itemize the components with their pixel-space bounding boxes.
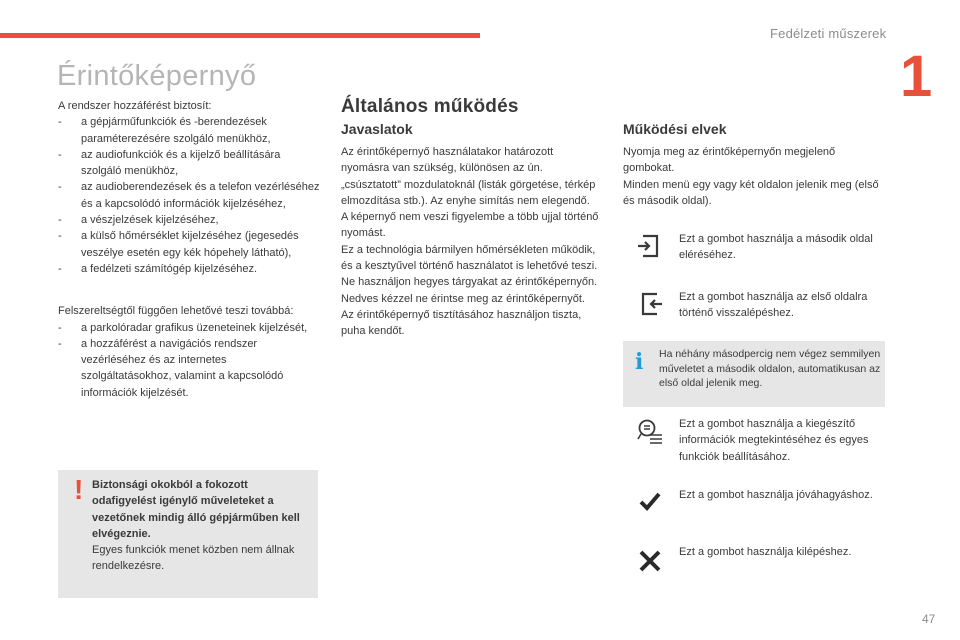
warning-bold-text: Biztonsági okokból a fokozott odafigyelést igénylő műveleteket a vezetőnek mindig álló gépjárműben kell elvégeznie. <box>92 479 300 540</box>
paragraph: Ne használjon hegyes tárgyakat az érintőképernyőn. <box>341 276 598 289</box>
principles-intro <box>623 144 885 209</box>
list-item: - az audiofunkciók és a kijelző beállítására szolgáló menükhöz, <box>58 147 320 180</box>
list-item: - a külső hőmérséklet kijelzéséhez (jegesedés veszélye esetén egy kék hópehely látható), <box>58 228 320 261</box>
optional-feature-list <box>58 320 320 401</box>
list-item: - az audioberendezések és a telefon vezérléséhez és a kapcsolódó információk kijelzéséhez, <box>58 179 320 212</box>
page-number: 47 <box>922 612 936 626</box>
paragraph: A képernyő nem veszi figyelembe a több ujjal történő nyomást. <box>341 211 599 240</box>
list-item: - a parkolóradar grafikus üzeneteinek kijelzését, <box>58 320 320 336</box>
checkmark-icon <box>635 487 665 517</box>
recommendations-heading: Javaslatok <box>341 121 413 137</box>
paragraph: Nedves kézzel ne érintse meg az érintőképernyőt. <box>341 292 585 305</box>
paragraph: Az érintőképernyő tisztításához használjon tiszta, puha kendőt. <box>341 308 582 338</box>
principles-heading: Működési elvek <box>623 121 727 137</box>
options-text: Ezt a gombot használja a kiegészítő információk megtekintéséhez és egyes funkciók beállításához. <box>679 418 869 463</box>
safety-warning-box <box>58 470 318 598</box>
options-icon <box>635 416 665 446</box>
column-intro <box>58 98 320 401</box>
exit-text: Ezt a gombot használja kilépéshez. <box>679 546 852 558</box>
page-back-icon <box>635 289 665 319</box>
list-item: - a gépjárműfunkciók és -berendezések paraméterezésére szolgáló menükhöz, <box>58 114 320 147</box>
page-back-text: Ezt a gombot használja az első oldalra történő visszalépéshez. <box>679 291 868 320</box>
intro-text: A rendszer hozzáférést biztosít: <box>58 100 212 112</box>
feature-list <box>58 114 320 277</box>
chapter-number: 1 <box>900 44 933 109</box>
header-title: Fedélzeti műszerek <box>770 26 887 41</box>
recommendations-body <box>341 144 603 340</box>
paragraph: Minden menü egy vagy két oldalon jelenik meg (első és második oldal). <box>623 178 879 207</box>
page-title: Érintőképernyő <box>57 60 257 92</box>
section-title: Általános működés <box>341 96 519 117</box>
warning-text: Egyes funkciók menet közben nem állnak rendelkezésre. <box>92 544 295 573</box>
page-forward-text: Ezt a gombot használja a második oldal eléréséhez. <box>679 233 873 262</box>
paragraph: Ez a technológia bármilyen hőmérsékleten működik, és a kesztyűvel történő használatot is lehetővé teszi. <box>341 243 598 273</box>
warning-exclamation-icon: ! <box>74 474 84 505</box>
info-text: Ha néhány másodpercig nem végez semmilyen műveletet a második oldalon, automatikusan az első oldal jelenik meg. <box>659 348 881 389</box>
header-accent-bar <box>0 33 480 38</box>
list-item: - a hozzáférést a navigációs rendszer vezérléséhez és az internetes szolgáltatásokhoz, valamint a kapcsolódó információk kijelzését. <box>58 336 320 401</box>
list-item: - a fedélzeti számítógép kijelzéséhez. <box>58 261 320 277</box>
paragraph: Nyomja meg az érintőképernyőn megjelenő gombokat. <box>623 146 836 175</box>
info-box <box>623 341 885 407</box>
list-item: - a vészjelzések kijelzéséhez, <box>58 212 320 228</box>
paragraph: Az érintőképernyő használatakor határozott nyomásra van szükség, különösen az ún. „csúsztatott” mozdulatoknál (listák görgetése, térkép elmozdítása stb.). Az enyhe simítás nem elegendő. <box>341 146 596 207</box>
confirm-text: Ezt a gombot használja jóváhagyáshoz. <box>679 489 873 501</box>
intro-text-2: Felszereltségtől függően lehetővé teszi továbbá: <box>58 305 294 318</box>
page-forward-icon <box>635 231 665 261</box>
info-icon: i <box>635 349 644 375</box>
cross-icon <box>635 544 665 574</box>
